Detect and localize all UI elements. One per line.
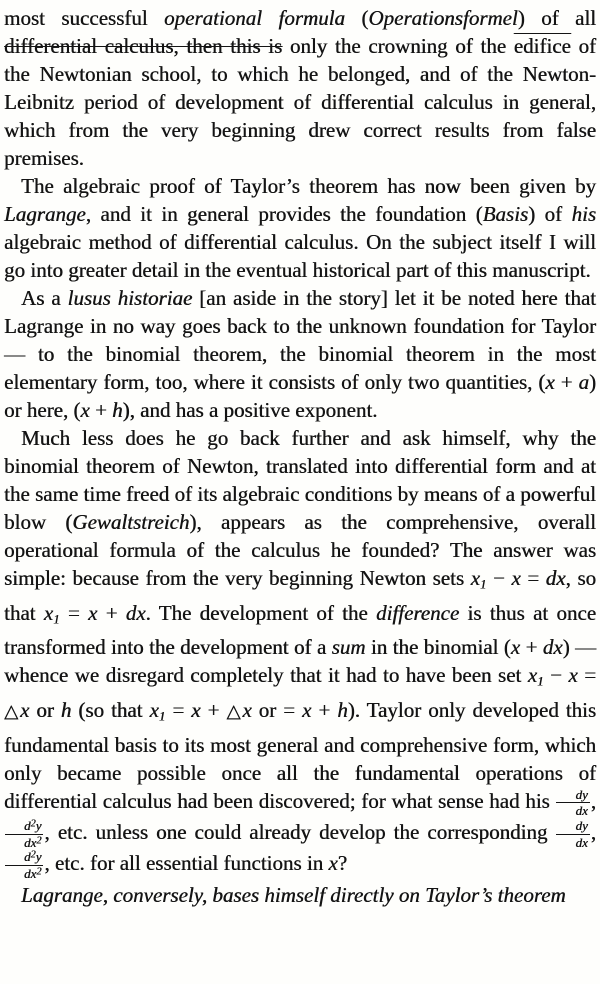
italic-text-run: x — [470, 566, 480, 590]
text-run: , — [590, 819, 596, 844]
subscript: 1 — [537, 673, 544, 689]
italic-text-run: x — [527, 663, 538, 688]
paragraph — [4, 284, 596, 424]
text-run: is thus at once transformed into the development of a — [4, 600, 597, 660]
text-run: ), appears as the comprehensive, overall operational formula of the calculus he founded? The answer was simple: because from the very beginning Newton sets — [4, 510, 596, 590]
italic-text-run: dx — [24, 865, 37, 881]
italic-text-run: difference — [375, 600, 460, 625]
italic-text-run: x — [545, 370, 555, 394]
fraction — [555, 819, 590, 849]
superscript: 2 — [36, 835, 42, 847]
italic-text-run: his — [571, 202, 596, 226]
text-run: ). Taylor only developed this fundamental basis to its most general and comprehensive form, which only became possible once all the fundamental operations of differential calculus had been discovered; for what sense had his — [4, 697, 597, 813]
fraction-denominator — [558, 803, 587, 818]
text-run: in the binomial ( — [365, 635, 511, 660]
italic-text-run: x — [87, 600, 98, 625]
fraction — [4, 819, 44, 849]
italic-text-run: y — [35, 817, 42, 833]
italic-text-run: operational formula — [164, 6, 345, 30]
text-run: , etc. for all essential functions in — [44, 851, 329, 876]
italic-text-run: Operationsformel — [368, 6, 518, 30]
italic-text-run: dx — [542, 635, 563, 660]
text-run: . The development of the — [145, 600, 376, 625]
fraction — [4, 850, 44, 880]
text-run: + — [200, 697, 227, 722]
text-run: = — [59, 600, 88, 625]
text-run: As a — [21, 286, 68, 310]
italic-text-run: x — [19, 697, 30, 722]
text-run: ) of all — [517, 6, 597, 30]
text-run: + — [311, 697, 338, 722]
text-run: Much less does he go back further and ask himself, why the binomial theorem of Newton, translated into differential form and at the same time freed of its algebraic conditions by means of a powerful blow ( — [4, 426, 596, 534]
text-run: The algebraic proof of Taylor’s theorem has now been given by — [21, 174, 596, 198]
italic-text-run: dx — [125, 600, 146, 625]
text-run: ) or here, ( — [4, 370, 596, 422]
text-run: ) of — [528, 202, 572, 226]
fraction-numerator — [5, 850, 43, 866]
superscript: 2 — [36, 866, 42, 878]
italic-text-run: h — [60, 697, 72, 722]
text-run: only the crowning of the — [282, 34, 514, 58]
text-run: + — [89, 398, 113, 422]
text-run: ? — [337, 851, 348, 876]
italic-text-run: x — [242, 697, 252, 722]
text-run: , — [590, 788, 596, 813]
text-run: [an aside in the story] let it be noted here that Lagrange in no way goes back to the unknown foundation for Taylor — to the binomial theorem, the binomial theorem in the most elementary form, too, where it consists of only two quantities, ( — [4, 286, 596, 394]
delta-increment-symbol: △ — [4, 700, 20, 722]
text-run: − — [543, 663, 569, 688]
italic-text-run: x — [568, 663, 578, 688]
text-run: of the Newtonian school, to which he belonged, and of the Newton-Leibnitz period of development of differential calculus in general, which from the very beginning drew correct results from false premises. — [4, 34, 596, 170]
paragraph — [4, 4, 596, 172]
text-run: ), and has a positive exponent. — [122, 398, 378, 422]
italic-text-run: x — [510, 635, 521, 660]
superscript: 2 — [30, 849, 36, 861]
text-run: ( — [344, 6, 369, 30]
italic-text-run: x — [328, 851, 338, 876]
italic-text-run: dx — [575, 834, 588, 850]
text-run: (so that — [71, 697, 150, 722]
paragraph — [4, 172, 596, 284]
italic-text-run: h — [337, 697, 348, 722]
italic-text-run: a — [578, 370, 589, 394]
text-run: + — [520, 635, 543, 660]
fraction-denominator — [558, 835, 587, 850]
text-run: ) — whence we disregard completely that it had to have been set — [4, 635, 596, 688]
text-run: , so that — [4, 566, 596, 625]
text-run: or = — [251, 697, 302, 722]
text-run: − — [486, 566, 512, 590]
italic-text-run: x — [149, 697, 159, 722]
italic-text-run: x — [43, 600, 54, 625]
text-run-scan-artifact: edifice — [513, 34, 571, 58]
fraction-numerator — [556, 788, 589, 804]
text-run: + — [554, 370, 579, 394]
subscript: 1 — [479, 576, 487, 592]
text-run: + — [97, 600, 126, 625]
subscript: 1 — [53, 611, 60, 627]
text-run: = — [577, 663, 597, 688]
paragraph — [4, 881, 596, 909]
italic-text-run: d — [24, 849, 31, 865]
italic-text-run: Basis — [482, 202, 529, 226]
fraction-numerator — [556, 819, 589, 835]
text-column — [4, 4, 596, 909]
fraction-numerator — [5, 819, 43, 835]
italic-text-run: lusus historiae — [67, 286, 193, 310]
italic-text-run: sum — [331, 635, 366, 660]
superscript: 2 — [30, 818, 36, 830]
italic-text-run: dx — [24, 834, 37, 850]
fraction — [555, 788, 590, 818]
text-run: or — [29, 697, 61, 722]
text-run: = — [165, 697, 192, 722]
subscript: 1 — [158, 708, 166, 724]
italic-text-run: dx — [575, 803, 588, 819]
text-run: = — [520, 566, 546, 590]
italic-text-run: Lagrange, conversely, bases himself directly on Taylor’s theorem — [21, 882, 566, 907]
paragraph — [4, 424, 596, 881]
italic-text-run: dy — [575, 786, 588, 802]
italic-text-run: dx — [545, 566, 566, 590]
italic-text-run: Lagrange — [4, 202, 86, 226]
italic-text-run: x — [191, 697, 201, 722]
italic-text-run: Gewaltstreich — [72, 510, 190, 534]
text-run: algebraic method of differential calculus. On the subject itself I will go into greater detail in the eventual historical part of this manuscript. — [4, 230, 596, 282]
text-run: , etc. unless one could already develop the corresponding — [44, 819, 556, 844]
fraction-denominator — [7, 835, 41, 850]
delta-increment-symbol: △ — [226, 700, 243, 722]
text-run: , and it in general provides the foundation ( — [85, 202, 483, 226]
italic-text-run: x — [80, 398, 90, 422]
italic-text-run: y — [35, 849, 42, 865]
italic-text-run: dy — [575, 817, 588, 833]
italic-text-run: h — [112, 398, 123, 422]
fraction-denominator — [7, 866, 41, 881]
text-run-scan-artifact: differential calculus, then this is — [4, 34, 283, 58]
text-run: most successful — [4, 6, 164, 30]
italic-text-run: d — [24, 817, 31, 833]
italic-text-run: x — [511, 566, 521, 590]
italic-text-run: x — [302, 697, 312, 722]
